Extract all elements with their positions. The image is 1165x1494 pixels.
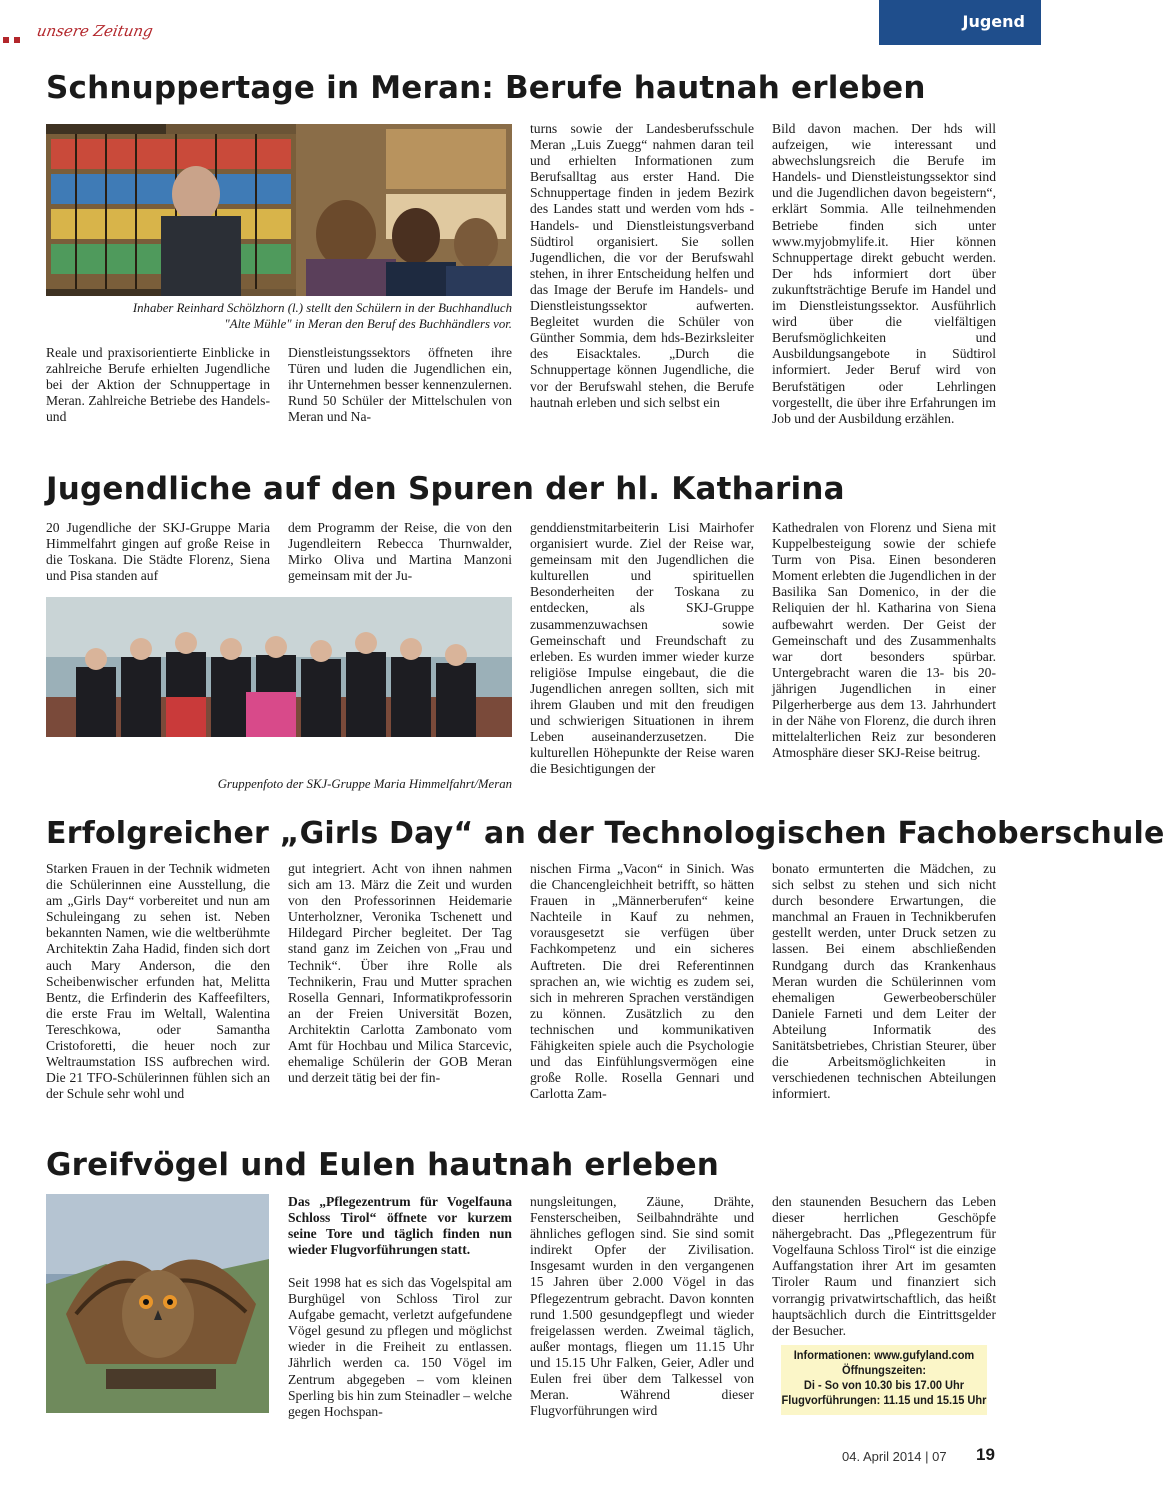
article1-col2: Dienstleistungssektors öffneten ihre Türen und luden die Jugendlichen ein, ihr Unternehmen besser kennenzulernen. Rund 50 Schüler der Mittelschulen von Meran und Na-	[288, 345, 512, 425]
article3-col4: bonato ermunterten die Mädchen, zu sich selbst zu stehen und sich nicht durch besondere Erwartungen, die manchmal an Frauen in Technikberufen gestellt werden, unter Druck setzen zu lassen. Bei einem abschließenden Rundgang durch das Krankenhaus Meran wurden die Schülerinnen vom ehemaligen Gewerbeoberschüler Daniele Farneti und dem Leiter der Abteilung Informatik des Sanitätsbetriebes, Christian Steurer, über die Arbeitsmöglichkeiten in verschiedenen technischen Abteilungen informiert.	[772, 861, 996, 1102]
headline-girls-day: Erfolgreicher „Girls Day“ an der Technologischen Fachoberschule	[46, 816, 1165, 851]
article2-col2: dem Programm der Reise, die von den Jugendleitern Rebecca Thurnwalder, Mirko Oliva und Martina Manzoni gemeinsam mit der Ju-	[288, 520, 512, 584]
logo-marks	[3, 30, 20, 48]
bookstore-illustration	[46, 124, 512, 296]
article4-col2: Seit 1998 hat es sich das Vogelspital am Burghügel von Schloss Tirol zur Aufgabe gemacht, verletzt aufgefundene Vögel gesund zu pflegen und möglichst wieder in die Freiheit zu entlassen. Jährlich werden ca. 150 Vögel im Zentrum abgegeben – vom kleinen Sperling bis hin zum Steinadler – welche gegen Hochspan-	[288, 1275, 512, 1419]
photo-owl	[46, 1194, 269, 1413]
article3-col3: nischen Firma „Vacon“ in Sinich. Was die Chancengleichheit betrifft, so hätten Frauen in „Männerberufen“ keine Nachteile in Kauf zu nehmen, vorausgesetzt sie verfügen über Fachkompetenz und ein sicheres Auftreten. Die drei Referentinnen sprachen an, wie wichtig es zudem sei, sich in mehreren Sprachen verständigen zu können. Zusätzlich zu den technischen und kommunikativen Fähigkeiten spiele auch die Psychologie und das Einfühlungsvermögen eine große Rolle. Rosella Gennari und Carlotta Zam-	[530, 861, 754, 1102]
headline-greifvoegel: Greifvögel und Eulen hautnah erleben	[46, 1147, 720, 1183]
info-flight-times: Flugvorführungen: 11.15 und 15.15 Uhr	[781, 1393, 987, 1407]
article2-col1: 20 Jugendliche der SKJ-Gruppe Maria Himmelfahrt gingen auf große Reise in die Toskana. Die Städte Florenz, Siena und Pisa standen auf	[46, 520, 270, 584]
headline-katharina: Jugendliche auf den Spuren der hl. Katharina	[46, 471, 845, 507]
article4-col3: nungsleitungen, Zäune, Drähte, Fensterscheiben, Seilbahndrähte und ähnliches geflogen sind. Sie sind somit indirekt Opfer der Zivilisation. Insgesamt wurden in den vergangenen 15 Jahren über 2.000 Vögel in das Pflegezentrum gebracht. Davon konnten rund 1.500 gesundgepflegt und wieder freigelassen werden. Zweimal täglich, außer montags, fliegen um 11.15 Uhr und 15.15 Uhr Falken, Geier, Adler und Eulen frei über dem Talkessel von Meran. Während dieser Flugvorführungen wird	[530, 1194, 754, 1419]
article2-col4: Kathedralen von Florenz und Siena mit Kuppelbesteigung sowie der schiefe Turm von Pisa. Einen besonderen Moment erlebten die Jugendlichen in der Basilika San Domenico, in der die Reliquien der hl. Katharina von Siena aufbewahrt werden. Der Geist der Gemeinschaft und des Zusammenhalts war dort besonders spürbar. Untergebracht waren die 13- bis 20-jährigen Jugendlichen in einer Pilgerherberge aus dem 13. Jahrhundert in der Nähe von Florenz, die durch ihren mittelalterlichen Reiz zur besonderen Atmosphäre dieser SKJ-Reise beitrug.	[772, 520, 996, 761]
article1-col1: Reale und praxisorientierte Einblicke in zahlreiche Berufe erhielten Jugendliche bei der Aktion der Schnuppertage in Meran. Zahlreiche Betriebe des Handels- und	[46, 345, 270, 425]
publication-logo: unsere Zeitung	[35, 22, 155, 40]
caption-line: Inhaber Reinhard Schölzhorn (l.) stellt den Schülern in der Buchhandluch	[132, 301, 512, 315]
photo-group-skj	[46, 597, 512, 737]
section-tab	[879, 0, 1041, 45]
photo-bookstore	[46, 124, 512, 296]
article4-lead: Das „Pflegezentrum für Vogelfauna Schloss Tirol“ öffnete vor kurzem seine Tore und täglich finden nun wieder Flugvorführungen statt.	[288, 1194, 512, 1258]
info-box	[781, 1345, 987, 1415]
info-website: Informationen: www.gufyland.com	[793, 1348, 975, 1362]
article3-col1: Starken Frauen in der Technik widmeten die Schülerinnen eine Ausstellung, die am „Girls Day“ vorbereitet und nun am Schuleingang zu sehen ist. Neben bekannten Namen, wie die weltberühmte Architektin Zaha Hadid, finden sich dort auch Mary Anderson, die den Scheibenwischer erfunden hat, Melitta Bentz, die Erfinderin des Kaffeefilters, die erste Frau im Weltall, Walentina Tereschkowa, oder Samantha Cristoforetti, die heuer noch zur Weltraumstation ISS aufbrechen wird. Die 21 TFO-Schülerinnen fühlen sich an der Schule sehr wohl und	[46, 861, 270, 1102]
page-number: 19	[976, 1445, 995, 1464]
article4-col4: den staunenden Besuchern das Leben dieser herrlichen Geschöpfe nähergebracht. Das „Pflegezentrum für Vogelfauna Schloss Tirol“ ist die einzige Auffangstation ihrer Art im gesamten Tiroler Raum und finanziert sich vorrangig privatwirtschaftlich, das heißt hauptsächlich durch die Eintrittsgelder der Besucher.	[772, 1194, 996, 1338]
footer-date-issue: 04. April 2014 | 07	[842, 1449, 947, 1464]
headline-schnuppertage: Schnuppertage in Meran: Berufe hautnah erleben	[46, 70, 926, 106]
article2-col3: genddienstmitarbeiterin Lisi Mairhofer organisiert wurde. Ziel der Reise war, gemeinsam mit den Jugendlichen die kulturellen und spirituellen Besonderheiten der Toskana zu entdecken, als SKJ-Gruppe zusammenzuwachsen sowie Gemeinschaft und Freundschaft zu erleben. Es wurden immer wieder kurze religiöse Impulse eingebaut, die die Jugendlichen anregen sollten, sich mit ihrem Glauben und mit den freudigen und schwierigen Situationen in ihrem Leben auseinanderzusetzen. Die kulturellen Höhepunkte der Reise waren die Besichtigungen der	[530, 520, 754, 777]
owl-illustration	[46, 1194, 269, 1413]
info-hours: Di - So von 10.30 bis 17.00 Uhr	[803, 1378, 965, 1392]
article1-col3: turns sowie der Landesberufsschule Meran „Luis Zuegg“ nahmen daran teil und erhielten Informationen zum Berufsalltag aus erster Hand. Die Schnuppertage finden in jedem Bezirk des Landes statt und werden vom hds - Handels- und Dienstleistungsverband Südtirol organisiert. Sie sollen Jugendlichen, die vor der Berufswahl stehen, in ihrer Entscheidung helfen und das Image der Berufe im Handels- und Dienstleistungssektor aufwerten. Begleitet wurden die Schüler von Günther Sommia, dem hds-Bezirksleiter des Eisacktales. „Durch die Schnuppertage können Jugendliche, die vor der Berufswahl stehen, die Berufe hautnah erleben und sich selbst ein	[530, 121, 754, 410]
article1-col4: Bild davon machen. Der hds will aufzeigen, wie interessant und abwechslungsreich die Berufe im Handels- und Dienstleistungssektor sind und die Jugendlichen davon begeistern“, erklärt Sommia. Alle teilnehmenden Betriebe finden sich unter www.myjobmylife.it. Hier können Schnuppertage direkt gebucht werden. Der hds informiert dort über zukunftsträchtige Berufe im Handel und im Dienstleistungssektor. Ausführlich wird über die vielfältigen Berufsmöglichkeiten und Ausbildungsangebote in Südtirol informiert. Jeder Beruf wird von Berufstätigen oder Lehrlingen vorgestellt, die über ihre Erfahrungen im Job und der Ausbildung erzählen.	[772, 121, 996, 426]
caption-group: Gruppenfoto der SKJ-Gruppe Maria Himmelfahrt/Meran	[217, 777, 512, 791]
group-illustration	[46, 597, 512, 737]
section-tab-label: Jugend	[962, 12, 1025, 31]
info-hours-label: Öffnungszeiten:	[841, 1363, 927, 1377]
caption-line: "Alte Mühle" in Meran den Beruf des Buchhändlers vor.	[224, 317, 512, 331]
caption-bookstore	[46, 300, 512, 332]
article3-col2: gut integriert. Acht von ihnen nahmen sich am 13. März die Zeit und wurden von den Professorinnen Heidemarie Unterholzner, Veronika Tschenett und Hildegard Pircher begleitet. Der Tag stand ganz im Zeichen von „Frau und Technik“. Über ihre Rolle als Technikerin, Frau und Mutter sprachen Rosella Gennari, Informatikprofessorin an der Freien Universität Bozen, Architektin Carlotta Zambonato vom Amt für Hochbau und Milica Starcevic, ehemalige Schülerin der GOB Meran und derzeit tätig bei der fin-	[288, 861, 512, 1086]
